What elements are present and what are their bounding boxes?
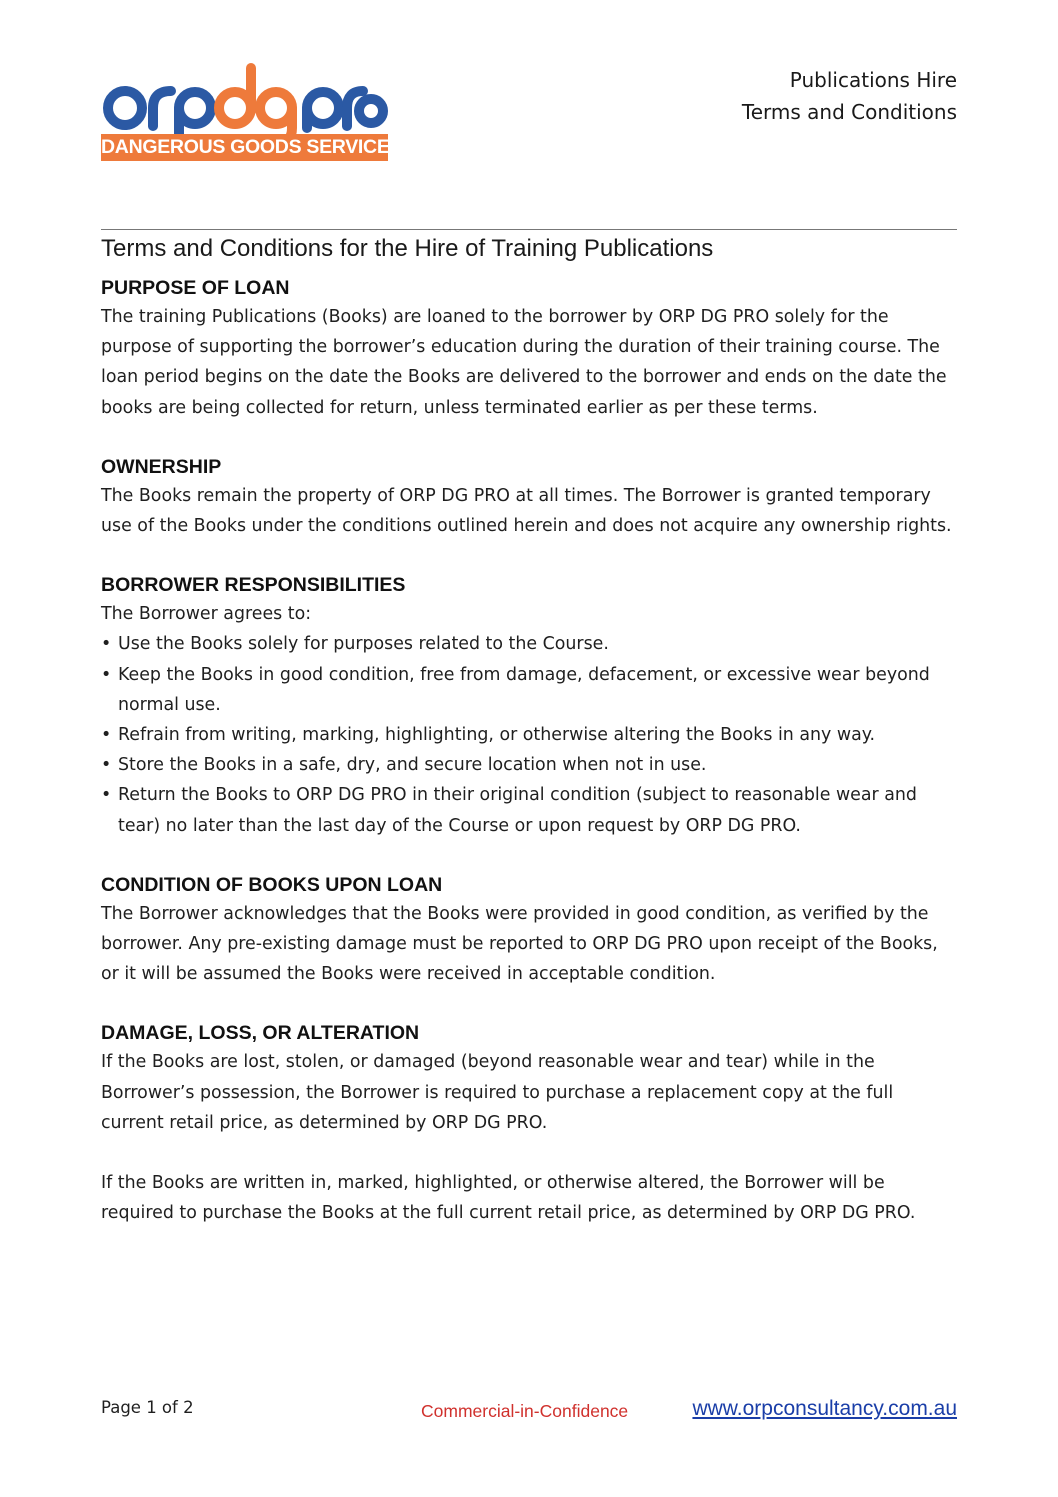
confidentiality-label: Commercial-in-Confidence xyxy=(421,1401,629,1421)
bullet-icon: • xyxy=(101,785,112,806)
list-item xyxy=(101,660,961,720)
section-paragraph: If the Books are lost, stolen, or damaged (beyond reasonable wear and tear) while in the Borrower’s possession, the Borrower is required to purchase a replacement copy at the full current retail price, as determined by ORP DG PRO. xyxy=(101,1052,894,1133)
section-ownership xyxy=(101,453,961,541)
section-heading: BORROWER RESPONSIBILITIES xyxy=(101,574,406,597)
bullet-icon: • xyxy=(101,725,112,746)
section-paragraph: The Borrower acknowledges that the Books were provided in good condition, as verified by the borrower. Any pre-existing damage must be reported to ORP DG PRO upon receipt of the Books, or it will be assumed the Books were received in acceptable condition. xyxy=(101,903,938,985)
section-borrower-responsibilities xyxy=(101,571,961,841)
list-item xyxy=(101,720,961,750)
list-item-text: Refrain from writing, marking, highlighting, or otherwise altering the Books in any way. xyxy=(118,725,876,746)
list-item-text: Keep the Books in good condition, free from damage, defacement, or excessive wear beyond normal use. xyxy=(118,664,930,715)
section-intro: The Borrower agrees to: xyxy=(101,604,312,625)
header-line-1: Publications Hire xyxy=(789,68,957,92)
section-condition-of-books xyxy=(101,871,961,990)
logo-tagline: DANGEROUS GOODS SERVICES xyxy=(101,136,403,158)
section-paragraph: The Books remain the property of ORP DG PRO at all times. The Borrower is granted temporary use of the Books under the conditions outlined herein and does not acquire any ownership rights. xyxy=(101,485,952,537)
list-item xyxy=(101,750,961,780)
list-item xyxy=(101,780,961,840)
list-item-text: Return the Books to ORP DG PRO in their original condition (subject to reasonable wear and tear) no later than the last day of the Course or upon request by ORP DG PRO. xyxy=(118,785,917,836)
document-body xyxy=(101,274,961,1258)
section-paragraph: The training Publications (Books) are loaned to the borrower by ORP DG PRO solely for the purpose of supporting the borrower’s education during the duration of their training course. The loan period begins on the date the Books are delivered to the borrower and ends on the date the books are being collected for return, unless terminated earlier as per these terms. xyxy=(101,307,947,418)
list-item-text: Use the Books solely for purposes related to the Course. xyxy=(118,634,609,655)
responsibility-list xyxy=(101,629,961,840)
section-heading: OWNERSHIP xyxy=(101,455,222,478)
bullet-icon: • xyxy=(101,664,112,685)
website-link[interactable]: www.orpconsultancy.com.au xyxy=(692,1397,957,1420)
section-heading: CONDITION OF BOOKS UPON LOAN xyxy=(101,873,443,896)
section-purpose-of-loan xyxy=(101,274,961,423)
header-divider xyxy=(101,229,957,230)
page-number: Page 1 of 2 xyxy=(101,1398,194,1417)
section-heading: DAMAGE, LOSS, OR ALTERATION xyxy=(101,1022,420,1045)
document-header xyxy=(742,64,957,128)
list-item xyxy=(101,629,961,659)
list-item-text: Store the Books in a safe, dry, and secure location when not in use. xyxy=(118,755,707,776)
header-line-2: Terms and Conditions xyxy=(741,100,957,124)
company-logo xyxy=(101,62,403,162)
section-heading: PURPOSE OF LOAN xyxy=(101,277,290,299)
section-damage-loss-alteration xyxy=(101,1019,961,1228)
bullet-icon: • xyxy=(101,755,112,776)
document-title: Terms and Conditions for the Hire of Training Publications xyxy=(101,235,714,262)
bullet-icon: • xyxy=(101,634,112,655)
section-paragraph: If the Books are written in, marked, highlighted, or otherwise altered, the Borrower will be required to purchase the Books at the full current retail price, as determined by ORP DG PRO. xyxy=(101,1173,916,1224)
